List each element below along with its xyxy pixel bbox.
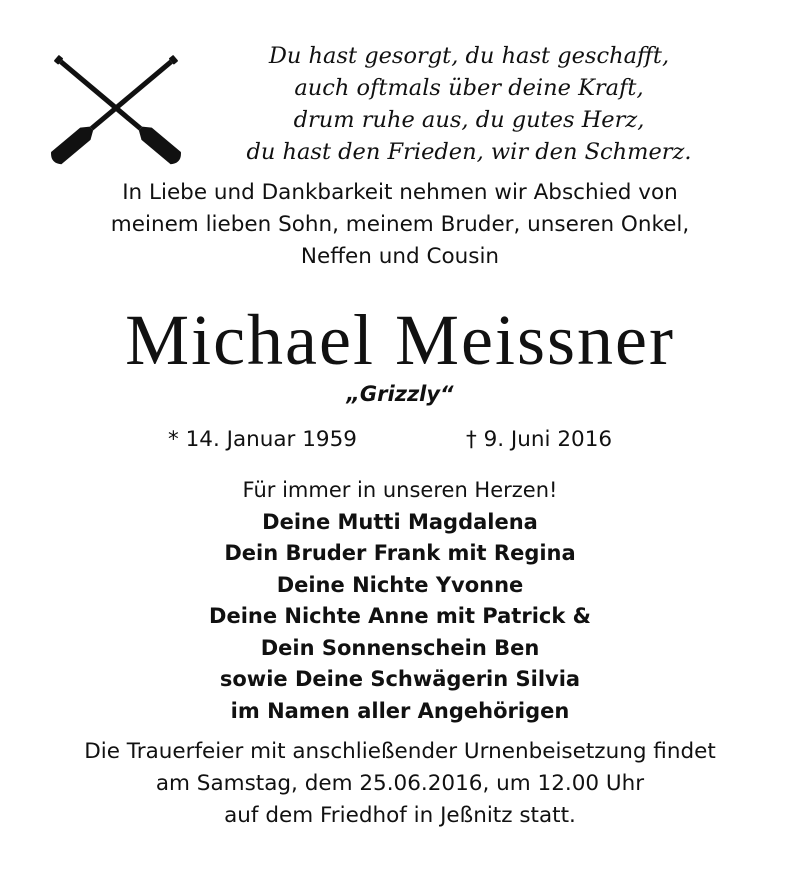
intro-line: Neffen und Cousin <box>300 244 500 269</box>
poem-line: drum ruhe aus, du gutes Herz, <box>293 107 645 133</box>
funeral-line: Die Trauerfeier mit anschließender Urnenbeisetzung findet <box>84 739 716 764</box>
funeral-line: am Samstag, dem 25.06.2016, um 12.00 Uhr <box>155 771 645 796</box>
mourner-line: sowie Deine Schwägerin Silvia <box>219 667 581 691</box>
birth-date: * 14. Januar 1959 <box>168 427 357 452</box>
mourner-line: Dein Bruder Frank mit Regina <box>224 541 576 565</box>
deceased-name: Michael Meissner <box>125 300 675 380</box>
death-date: † 9. Juni 2016 <box>466 427 613 452</box>
intro-line: In Liebe und Dankbarkeit nehmen wir Abschied von <box>122 180 678 205</box>
mourners-list <box>0 475 800 727</box>
mourner-line: Deine Mutti Magdalena <box>262 509 538 534</box>
mourner-line: Dein Sonnenschein Ben <box>260 635 540 660</box>
poem-line: Du hast gesorgt, du hast geschafft, <box>268 43 670 69</box>
farewell-intro <box>0 177 800 273</box>
crossed-oars-icon <box>44 44 188 172</box>
mourner-line: Deine Nichte Yvonne <box>276 572 524 597</box>
funeral-line: auf dem Friedhof in Jeßnitz statt. <box>224 803 576 828</box>
mourner-line: Deine Nichte Anne mit Patrick & <box>209 604 591 628</box>
mourners-lead: Für immer in unseren Herzen! <box>242 478 558 502</box>
deceased-nickname: „Grizzly“ <box>346 382 454 406</box>
poem-line: du hast den Frieden, wir den Schmerz. <box>246 139 692 165</box>
mourner-line: im Namen aller Angehörigen <box>230 698 570 723</box>
poem-verse <box>200 40 738 168</box>
intro-line: meinem lieben Sohn, meinem Bruder, unseren Onkel, <box>110 212 690 237</box>
funeral-details <box>0 736 800 832</box>
poem-line: auch oftmals über deine Kraft, <box>294 75 644 101</box>
